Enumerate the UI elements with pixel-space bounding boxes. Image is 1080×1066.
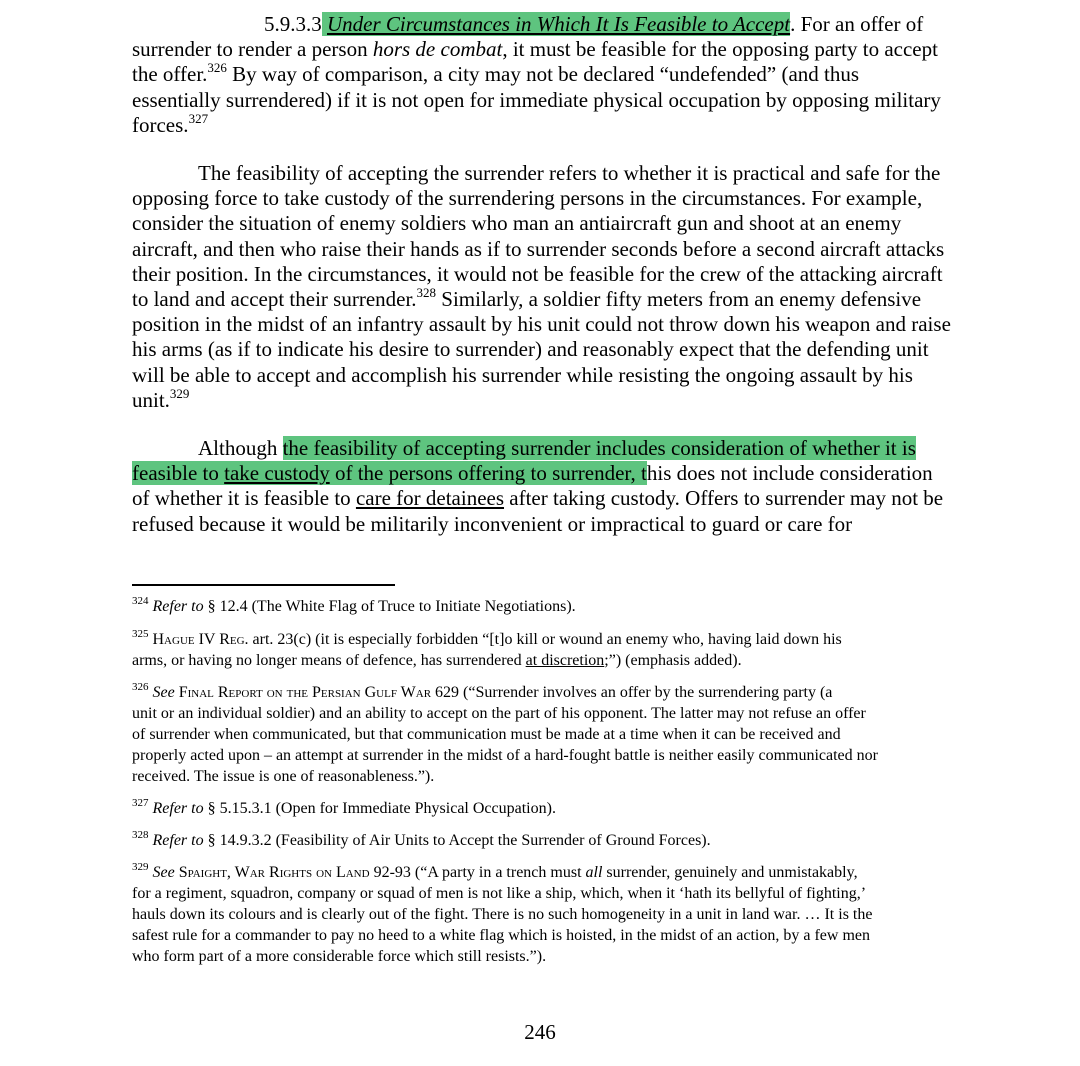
highlight-span: the feasibility of accepting surrender includes consideration of whether it is <box>282 436 916 460</box>
footnote-ref[interactable]: 328 <box>416 285 437 301</box>
section-heading: Under Circumstances in Which It Is Feasible to Accept <box>327 12 791 36</box>
footnote-ref[interactable]: 326 <box>207 60 227 76</box>
section-paragraph-3: Although the feasibility of accepting surrender includes consideration of whether it is feasible to take custody of the persons offering to surrender, this does not include consideration of whether it is feasible to care for detainees after taking custody. Offers to surrender may not be refused because it would be militarily inconvenient or impractical to guard or care for <box>132 436 944 536</box>
footnote-324: $^{324}$ Refer to § 12.4 (The White Flag of Truce to Initiate Negotiations). <box>132 594 576 615</box>
section-paragraph-1: 5.9.3.3 Under Circumstances in Which It Is Feasible to Accept. For an offer of surrender to render a person hors de combat, it must be feasible for the opposing party to accept the offer.$^{326}$ By way of comparison, a city may not be declared “undefended” (and thus essentially surrendered) if it is not open for immediate physical occupation by opposing military forces.$^{327}$ <box>132 12 941 137</box>
footnote-328: $^{328}$ Refer to § 14.9.3.2 (Feasibility of Air Units to Accept the Surrender of Ground Forces). <box>132 828 711 849</box>
footnote-326: $^{326}$ See Final Report on the Persian Gulf War 629 (“Surrender involves an offer by the surrendering party (a unit or an individual soldier) and an ability to accept on the part of his opponent. The latter may not refuse an offer of surrender when communicated, but that communication must be made at a time when it can be received and properly acted upon – an attempt at surrender in the midst of a hard-fought battle is neither easily communicated nor received. The issue is one of reasonableness.”). <box>132 680 878 785</box>
footnote-ref[interactable]: 329 <box>169 385 190 401</box>
footnote-325: $^{325}$ Hague IV Reg. art. 23(c) (it is especially forbidden “[t]o kill or wound an enemy who, having laid down his arms, or having no longer means of defence, has surrendered at discretion;”) (emphasis added). <box>132 627 842 669</box>
footnote-ref[interactable]: 327 <box>188 110 209 126</box>
page-number: 246 <box>524 1020 556 1044</box>
section-paragraph-2: The feasibility of accepting the surrender refers to whether it is practical and safe for the opposing force to take custody of the surrendering persons in the circumstances. For example, consider the situation of enemy soldiers who man an antiaircraft gun and shoot at an enemy aircraft, and then who raise their hands as if to surrender seconds before a second aircraft attacks their position. In the circumstances, it would not be feasible for the crew of the attacking aircraft to land and accept their surrender.$^{328}$ Similarly, a soldier fifty meters from an enemy defensive position in the midst of an infantry assault by his unit could not throw down his weapon and raise his arms (as if to indicate his desire to surrender) and reasonably expect that the defending unit will be able to accept and accomplish his surrender while resisting the ongoing assault by his unit.$^{329}$ <box>132 161 951 412</box>
footnote-329: $^{329}$ See Spaight, War Rights on Land 92-93 (“A party in a trench must all surrender, genuinely and unmistakably, for a regiment, squadron, company or squad of men is not like a ship, which, when it ‘hath its bellyful of fighting,’ hauls down its colours and is clearly out of the fight. There is no such homogeneity in a unit in land war. … It is the safest rule for a commander to pay no heed to a white flag which is hoisted, in the midst of an action, by a few men who form part of a more considerable force which still resists.”). <box>132 860 873 965</box>
highlight-span: feasible to take custody of the persons offering to surrender, t <box>132 461 647 486</box>
footnote-separator <box>132 584 395 586</box>
footnote-327: $^{327}$ Refer to § 5.15.3.1 (Open for Immediate Physical Occupation). <box>132 796 556 817</box>
section-number: 5.9.3.3 <box>264 12 322 36</box>
